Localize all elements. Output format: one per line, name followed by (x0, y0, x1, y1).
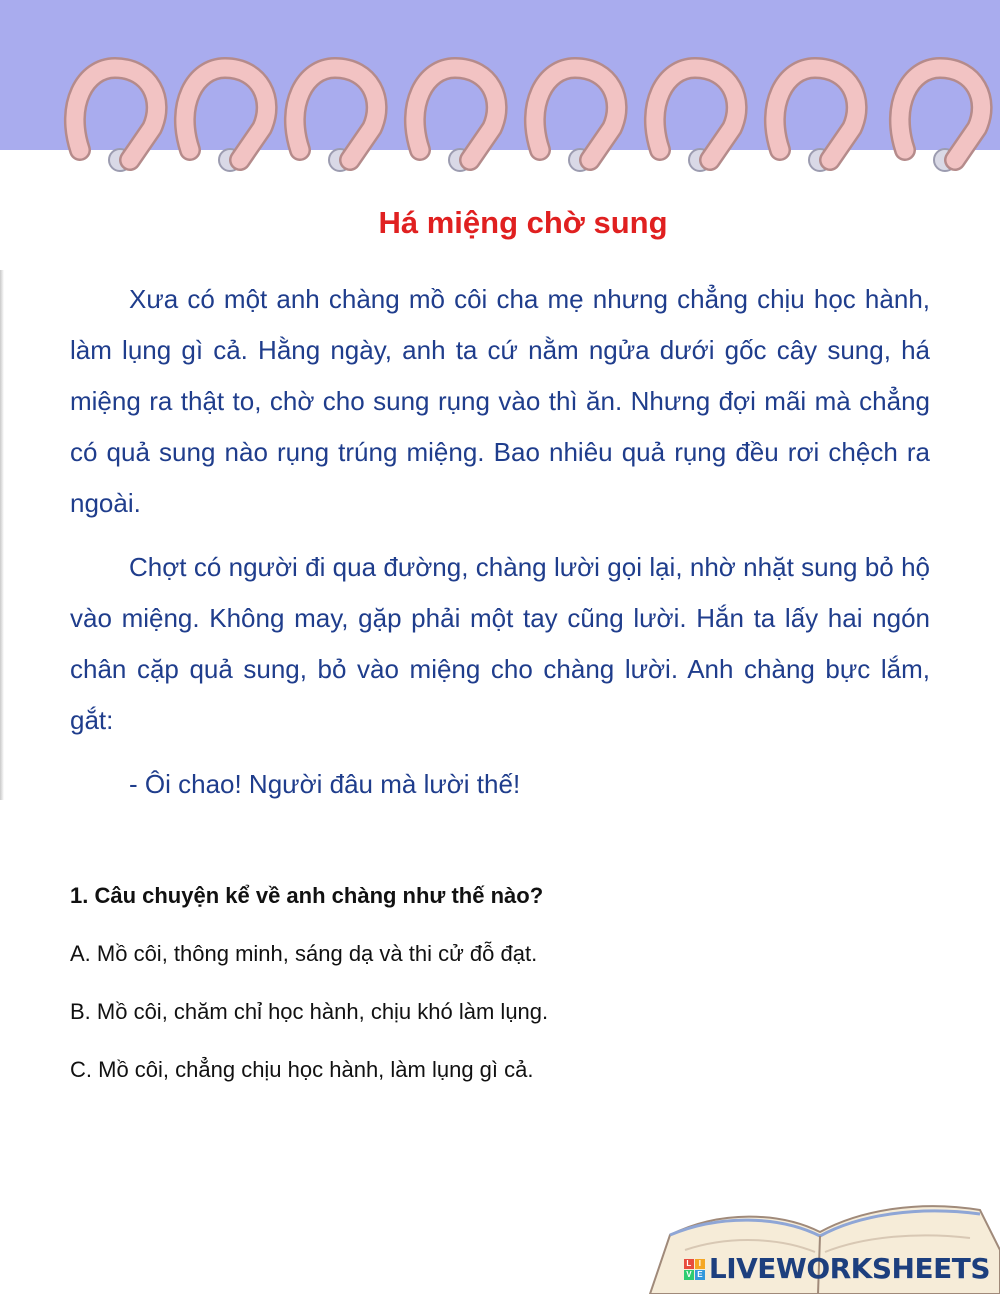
notebook-ring-icon (415, 68, 497, 171)
brand-name: LIVEWORKSHEETS (708, 1252, 990, 1285)
brand-mark-letter: E (695, 1270, 705, 1280)
brand-mark-letter: L (684, 1259, 694, 1269)
spiral-notebook-header (0, 0, 1000, 230)
notebook-ring-icon (775, 68, 857, 171)
paper-left-edge (0, 270, 4, 800)
story-title: Há miệng chờ sung (378, 205, 668, 240)
notebook-ring-icon (900, 68, 982, 171)
notebook-rings (75, 68, 982, 171)
answer-option-c[interactable]: C. Mồ côi, chẳng chịu học hành, làm lụng gì cả. (70, 1057, 534, 1082)
liveworksheets-logo (684, 1254, 990, 1284)
answer-option-b[interactable]: B. Mồ côi, chăm chỉ học hành, chịu khó làm lụng. (70, 999, 549, 1024)
question-block (70, 876, 930, 1108)
story-paragraph: Xưa có một anh chàng mồ côi cha mẹ nhưng chẳng chịu học hành, làm lụng gì cả. Hằng ngày, anh ta cứ nằm ngửa dưới gốc cây sung, há miệng ra thật to, chờ cho sung rụng vào thì ăn. Nhưng đợi mãi mà chẳng có quả sung nào rụng trúng miệng. Bao nhiêu quả rụng đều rơi chệch ra ngoài. (70, 284, 930, 518)
liveworksheets-mark-icon (684, 1259, 705, 1280)
notebook-ring-icon (535, 68, 617, 171)
notebook-ring-icon (75, 68, 157, 171)
story-paragraph: - Ôi chao! Người đâu mà lười thế! (129, 769, 521, 799)
notebook-ring-icon (295, 68, 377, 171)
brand-mark-letter: V (684, 1270, 694, 1280)
answer-option-a[interactable]: A. Mồ côi, thông minh, sáng dạ và thi cử đỗ đạt. (70, 941, 538, 966)
notebook-ring-icon (655, 68, 737, 171)
notebook-ring-icon (185, 68, 267, 171)
brand-mark-letter: I (695, 1259, 705, 1269)
story-body (70, 274, 930, 823)
question-text: 1. Câu chuyện kể về anh chàng như thế nào? (70, 883, 544, 908)
story-paragraph: Chợt có người đi qua đường, chàng lười gọi lại, nhờ nhặt sung bỏ hộ vào miệng. Không may, gặp phải một tay cũng lười. Hắn ta lấy hai ngón chân cặp quả sung, bỏ vào miệng cho chàng lười. Anh chàng bực lắm, gắt: (70, 552, 930, 735)
